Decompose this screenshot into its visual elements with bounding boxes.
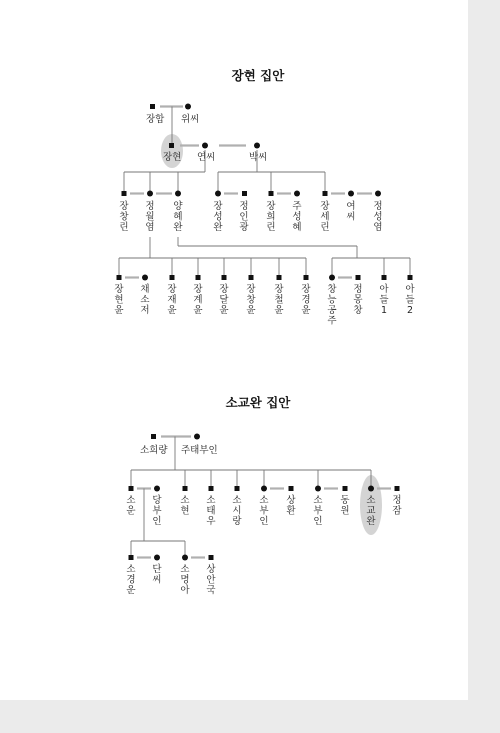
male-marker (196, 275, 201, 280)
gen3-bak-labels (213, 200, 382, 233)
person-name: 정 몽 창 (353, 284, 363, 316)
male-marker (343, 486, 348, 491)
male-marker (277, 275, 282, 280)
female-marker (215, 191, 221, 197)
female-marker (261, 486, 267, 492)
person-name: 정 월 염 (145, 201, 155, 233)
female-marker (147, 191, 153, 197)
male-marker (382, 275, 387, 280)
person-name: 장 달 윤 (219, 284, 229, 316)
person-name: 소 운 (126, 495, 136, 517)
female-marker (185, 104, 191, 110)
male-marker (169, 143, 174, 148)
female-marker (182, 555, 188, 561)
person-name: 장 경 윤 (301, 284, 311, 316)
male-marker (129, 555, 134, 560)
person-name: 장 재 윤 (167, 284, 177, 316)
juTaebuin-label: 주태부인 (181, 445, 218, 456)
person-name: 소 교 완 (366, 495, 376, 527)
male-marker (249, 275, 254, 280)
tree2-branches (131, 470, 371, 486)
gen4-labels (114, 283, 415, 327)
person-name: 소 현 (180, 495, 190, 517)
male-marker (209, 486, 214, 491)
person-name: 양 혜 완 (173, 201, 183, 233)
female-marker (348, 191, 354, 197)
female-marker (315, 486, 321, 492)
person-name: 당 부 인 (152, 495, 162, 527)
person-name: 상 안 국 (206, 564, 216, 596)
person-name: 장 철 윤 (274, 284, 284, 316)
person-name: 장 창 린 (119, 201, 129, 233)
female-marker (154, 555, 160, 561)
male-marker (323, 191, 328, 196)
male-marker (150, 104, 155, 109)
male-marker (122, 191, 127, 196)
person-name: 장 성 완 (213, 201, 223, 233)
person-name: 소 태 우 (206, 495, 216, 527)
male-marker (129, 486, 134, 491)
female-marker (142, 275, 148, 281)
person-name: 창 능 공 주 (327, 284, 337, 327)
female-marker (368, 486, 374, 492)
soHuiryang-label: 소희량 (140, 445, 168, 456)
male-marker (209, 555, 214, 560)
person-name: 소 부 인 (259, 495, 269, 527)
person-name: 주 성 혜 (292, 201, 302, 233)
female-marker (175, 191, 181, 197)
female-marker (329, 275, 335, 281)
male-marker (408, 275, 413, 280)
person-name: 정 성 염 (373, 201, 383, 233)
person-name: 동 원 (340, 495, 350, 517)
female-marker (202, 143, 208, 149)
male-marker (304, 275, 309, 280)
female-marker (194, 434, 200, 440)
janghyeon-label: 장현 (163, 152, 182, 163)
female-marker (375, 191, 381, 197)
person-name: 채 소 저 (140, 284, 150, 316)
tree2-markers (129, 486, 400, 492)
gen4-branches (119, 258, 410, 275)
male-marker (395, 486, 400, 491)
person-name: 소 부 인 (313, 495, 323, 527)
male-marker (183, 486, 188, 491)
person-name: 정 잠 (392, 495, 402, 517)
yeonSsi-label: 연씨 (197, 152, 216, 163)
person-name: 아 들 2 (405, 284, 415, 316)
male-marker (289, 486, 294, 491)
person-name: 소 명 아 (180, 564, 190, 596)
person-name: 장 계 윤 (193, 284, 203, 316)
male-marker (151, 434, 156, 439)
male-marker (356, 275, 361, 280)
female-marker (254, 143, 260, 149)
tree2-gen3-labels (126, 563, 216, 596)
person-name: 장 창 윤 (246, 284, 256, 316)
bakSsi-label: 박씨 (249, 152, 268, 163)
female-marker (154, 486, 160, 492)
male-marker (170, 275, 175, 280)
person-name: 상 환 (286, 495, 296, 517)
tree1-title: 장현 집안 (231, 68, 285, 83)
male-marker (222, 275, 227, 280)
tree2-gen3-markers (129, 555, 214, 561)
person-name: 단 씨 (152, 564, 162, 586)
gen4-markers (117, 275, 413, 281)
tree2-title: 소교완 집안 (225, 395, 291, 410)
male-marker (242, 191, 247, 196)
person-name: 장 희 린 (266, 201, 276, 233)
male-marker (269, 191, 274, 196)
person-name: 여 씨 (346, 201, 356, 223)
female-marker (294, 191, 300, 197)
person-name: 장 세 린 (320, 201, 330, 233)
person-name: 소 경 운 (126, 564, 136, 596)
person-name: 소 시 랑 (232, 495, 242, 527)
person-name: 장 현 윤 (114, 284, 124, 316)
male-marker (117, 275, 122, 280)
wiSsi-label: 위씨 (181, 114, 200, 125)
person-name: 정 인 광 (239, 201, 249, 233)
person-name: 아 들 1 (379, 284, 389, 316)
gen3-yeon-labels (119, 200, 183, 233)
male-marker (235, 486, 240, 491)
jangHap-label: 장합 (146, 114, 165, 125)
